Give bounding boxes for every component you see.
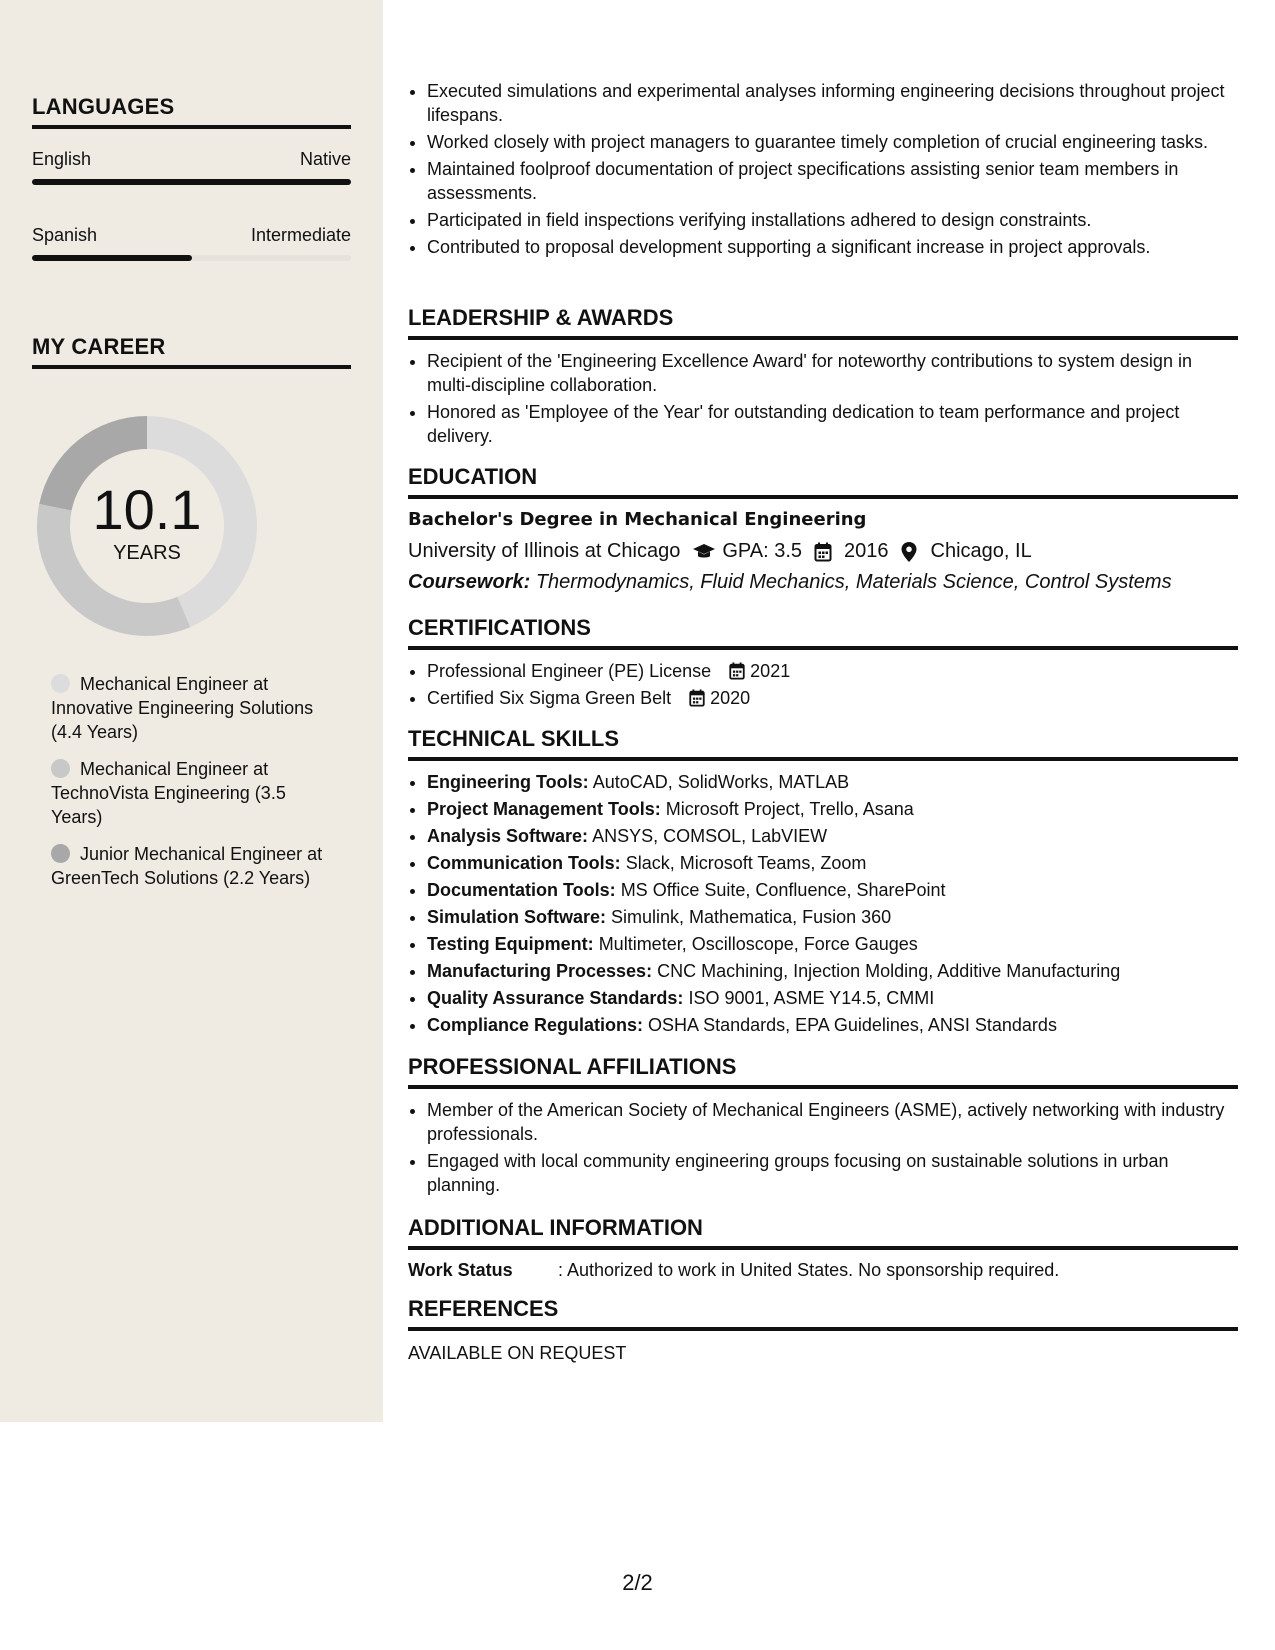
location-pin-icon [901, 542, 921, 562]
experience-continuation [408, 79, 1238, 262]
experience-bullet: • Executed simulations and experimental analyses informing engineering decisions throughout project lifespans. [427, 79, 1238, 127]
additional-info-section [408, 1215, 1238, 1281]
certifications-list [408, 659, 1238, 710]
skill-label: Analysis Software: [427, 826, 589, 846]
language-name: Spanish [32, 225, 98, 245]
total-years-label: YEARS [113, 541, 181, 564]
affiliations-section [408, 1054, 1238, 1200]
skill-label: Testing Equipment: [427, 934, 594, 954]
languages-heading: LANGUAGES [32, 94, 351, 129]
education-gpa: GPA: 3.5 [722, 540, 803, 562]
certifications-heading: CERTIFICATIONS [408, 615, 1238, 650]
calendar-icon [814, 542, 834, 562]
technical-skills-heading: TECHNICAL SKILLS [408, 726, 1238, 761]
skill-label: Quality Assurance Standards: [427, 988, 684, 1008]
skill-value: MS Office Suite, Confluence, SharePoint [620, 880, 946, 900]
certification-name: Professional Engineer (PE) License [427, 661, 712, 681]
skill-label: Engineering Tools: [427, 772, 589, 792]
legend-dot [51, 674, 70, 693]
work-status-label: Work Status [408, 1260, 513, 1280]
skill-value: Simulink, Mathematica, Fusion 360 [611, 907, 892, 927]
career-heading: MY CAREER [32, 334, 351, 369]
skill-label: Project Management Tools: [427, 799, 661, 819]
language-name: English [32, 149, 92, 169]
education-location: Chicago, IL [930, 540, 1032, 562]
legend-dot [51, 844, 70, 863]
skill-item [427, 959, 1238, 983]
skill-value: CNC Machining, Injection Molding, Additive Manufacturing [657, 961, 1121, 981]
technical-skills-section [408, 726, 1238, 1040]
certifications-section [408, 615, 1238, 713]
affiliation-item: • Member of the American Society of Mechanical Engineers (ASME), actively networking with industry professionals. [427, 1098, 1238, 1146]
total-years-value: 10.1 [92, 477, 202, 541]
leadership-item: • Honored as 'Employee of the Year' for outstanding dedication to team performance and project delivery. [427, 400, 1238, 448]
skill-item [427, 1013, 1238, 1037]
skill-item [427, 770, 1238, 794]
skill-item [427, 878, 1238, 902]
certification-year: 2020 [710, 688, 751, 708]
skill-label: Simulation Software: [427, 907, 607, 927]
education-details [408, 540, 1238, 563]
language-proficiency-bar [32, 255, 351, 261]
career-legend-item [51, 757, 341, 829]
affiliations-heading: PROFESSIONAL AFFILIATIONS [408, 1054, 1238, 1089]
language-proficiency-fill [32, 179, 351, 185]
leadership-item: • Recipient of the 'Engineering Excellence Award' for noteworthy contributions to system design in multi-discipline collaboration. [427, 349, 1238, 397]
language-item [32, 225, 351, 261]
career-donut-center [35, 414, 259, 638]
skill-value: Slack, Microsoft Teams, Zoom [625, 853, 867, 873]
career-legend-text: Mechanical Engineer at TechnoVista Engineering (3.5 Years) [51, 759, 286, 827]
skill-item [427, 905, 1238, 929]
work-status-value: : Authorized to work in United States. No sponsorship required. [558, 1260, 1060, 1280]
experience-bullet: • Worked closely with project managers to guarantee timely completion of crucial engineering tasks. [427, 130, 1238, 154]
skill-item [427, 932, 1238, 956]
leadership-section [408, 305, 1238, 451]
certification-name: Certified Six Sigma Green Belt [427, 688, 672, 708]
education-heading: EDUCATION [408, 464, 1238, 499]
page-number: 2/2 [622, 1570, 653, 1595]
technical-skills-list [408, 770, 1238, 1037]
skill-item [427, 851, 1238, 875]
sidebar [0, 0, 383, 1422]
language-level: Native [299, 149, 351, 169]
certification-item [427, 686, 1238, 710]
experience-bullet: • Participated in field inspections verifying installations adhered to design constraints. [427, 208, 1238, 232]
skill-value: Multimeter, Oscilloscope, Force Gauges [598, 934, 918, 954]
experience-bullet: • Maintained foolproof documentation of project specifications assisting senior team members in assessments. [427, 157, 1238, 205]
coursework-list: Thermodynamics, Fluid Mechanics, Materials Science, Control Systems [535, 571, 1172, 593]
languages-section [32, 94, 351, 261]
references-text: AVAILABLE ON REQUEST [408, 1343, 627, 1363]
legend-dot [51, 759, 70, 778]
leadership-heading: LEADERSHIP & AWARDS [408, 305, 1238, 340]
experience-bullet: • Contributed to proposal development supporting a significant increase in project approvals. [427, 235, 1238, 259]
education-degree: Bachelor's Degree in Mechanical Engineering [408, 509, 867, 530]
leadership-list [408, 349, 1238, 448]
references-heading: REFERENCES [408, 1296, 1238, 1331]
affiliation-item: • Engaged with local community engineering groups focusing on sustainable solutions in urban planning. [427, 1149, 1238, 1197]
certification-item [427, 659, 1238, 683]
language-proficiency-bar [32, 179, 351, 185]
skill-label: Documentation Tools: [427, 880, 616, 900]
skill-label: Compliance Regulations: [427, 1015, 644, 1035]
education-year: 2016 [844, 540, 889, 562]
language-level: Intermediate [250, 225, 351, 245]
additional-info-heading: ADDITIONAL INFORMATION [408, 1215, 1238, 1250]
education-school: University of Illinois at Chicago [408, 540, 681, 562]
career-legend [51, 672, 341, 903]
graduation-cap-icon [692, 542, 712, 562]
skill-value: ANSYS, COMSOL, LabVIEW [592, 826, 828, 846]
skill-value: AutoCAD, SolidWorks, MATLAB [592, 772, 850, 792]
skill-value: ISO 9001, ASME Y14.5, CMMI [688, 988, 935, 1008]
career-donut-chart [35, 414, 259, 638]
career-legend-text: Mechanical Engineer at Innovative Engineering Solutions (4.4 Years) [51, 674, 314, 742]
skill-label: Manufacturing Processes: [427, 961, 653, 981]
education-section [408, 464, 1238, 594]
career-legend-text: Junior Mechanical Engineer at GreenTech Solutions (2.2 Years) [51, 844, 323, 888]
career-legend-item [51, 672, 341, 744]
coursework-label: Coursework: [408, 571, 531, 593]
career-section [32, 334, 351, 369]
skill-item [427, 824, 1238, 848]
calendar-icon [688, 689, 706, 707]
language-proficiency-fill [32, 255, 192, 261]
skill-item [427, 986, 1238, 1010]
education-coursework [408, 571, 1238, 594]
language-item [32, 149, 351, 185]
skill-value: Microsoft Project, Trello, Asana [665, 799, 914, 819]
calendar-icon [728, 662, 746, 680]
skill-value: OSHA Standards, EPA Guidelines, ANSI Standards [648, 1015, 1057, 1035]
skill-item [427, 797, 1238, 821]
skill-label: Communication Tools: [427, 853, 621, 873]
references-section [408, 1296, 1238, 1364]
experience-bullets [408, 79, 1238, 259]
affiliations-list [408, 1098, 1238, 1197]
work-status-row [408, 1260, 1238, 1281]
career-legend-item [51, 842, 341, 890]
certification-year: 2021 [750, 661, 791, 681]
